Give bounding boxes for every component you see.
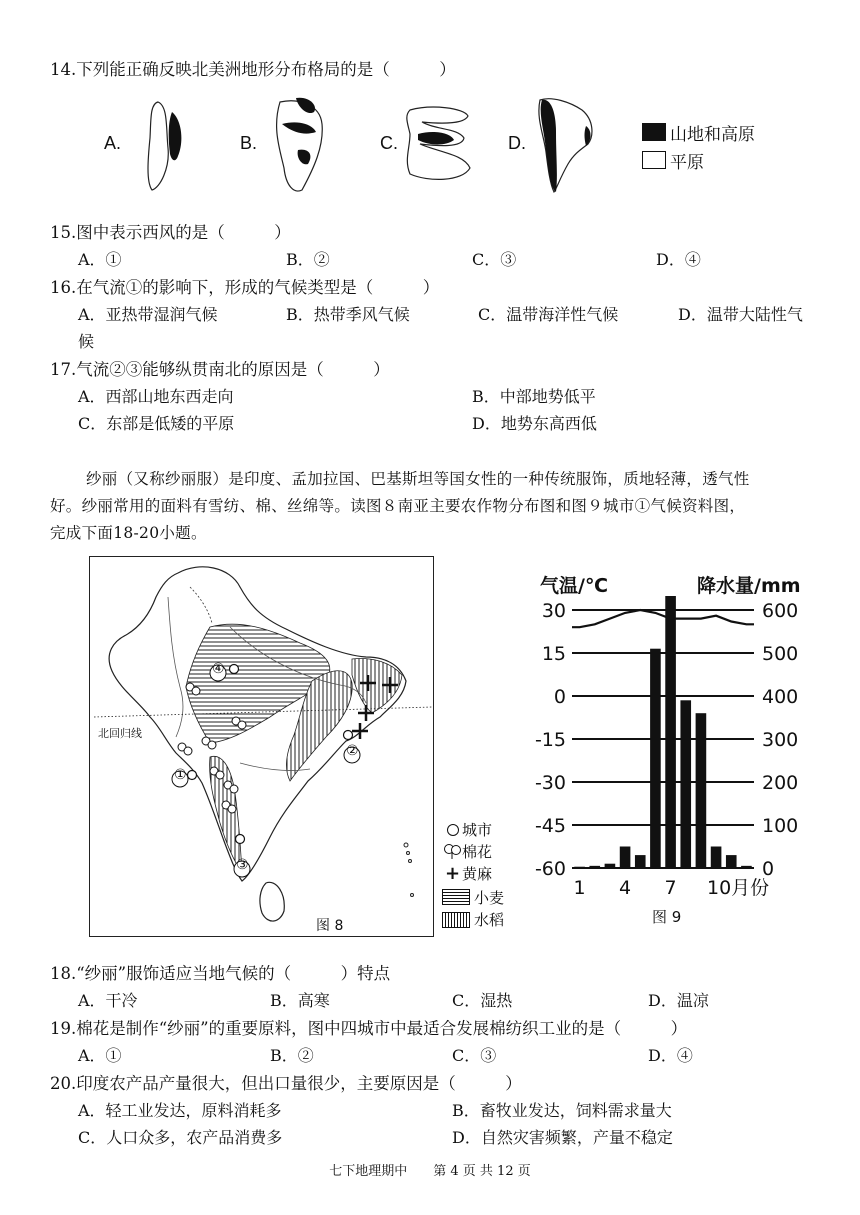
- q16-stem: 16.在气流①的影响下，形成的气候类型是（ ）: [50, 278, 440, 297]
- map-city-label-2: ②: [346, 743, 359, 759]
- legend-wheat-label: 小麦: [474, 889, 505, 907]
- q15-option-c: C．③: [472, 250, 517, 269]
- precipitation-bar: [635, 855, 646, 868]
- temp-tick-label: -30: [534, 772, 566, 794]
- q18-option-a: A．干冷: [78, 991, 138, 1010]
- q19-option-a: A．①: [78, 1046, 122, 1065]
- legend-cotton-label: 棉花: [462, 843, 493, 861]
- precip-tick-label: 100: [762, 815, 799, 837]
- q20-option-a: A．轻工业发达，原料消耗多: [78, 1101, 282, 1120]
- passage-text: [50, 466, 820, 547]
- page-footer: 七下地理期中 第 4 页 共 12 页: [329, 1164, 531, 1179]
- legend-wheat-swatch: [442, 889, 470, 905]
- q20-option-b: B．畜牧业发达，饲料需求量大: [452, 1101, 672, 1120]
- north-america-shape-a: [138, 98, 198, 198]
- legend-mountain-label: 山地和高原: [670, 125, 755, 144]
- climate-ylabel-left: 气温/℃: [540, 575, 608, 597]
- legend-city-icon: [447, 824, 459, 836]
- precipitation-bar: [589, 866, 600, 868]
- passage-line-3: 完成下面18-20小题。: [50, 524, 207, 542]
- precip-tick-label: 0: [762, 858, 775, 880]
- q14-stem: 14.下列能正确反映北美洲地形分布格局的是（ ）: [50, 60, 456, 79]
- q15-option-d: D．④: [656, 250, 701, 269]
- precipitation-bar: [605, 864, 616, 868]
- precipitation-bar: [665, 596, 676, 868]
- q14-option-a-letter: A.: [104, 133, 122, 153]
- legend-city-label: 城市: [462, 821, 493, 839]
- precipitation-bar: [620, 847, 631, 869]
- precipitation-bar: [741, 866, 752, 868]
- month-tick-label: 7: [664, 877, 677, 899]
- precipitation-bar: [650, 649, 661, 868]
- q15-option-b: B．②: [286, 250, 330, 269]
- precip-tick-label: 300: [762, 729, 799, 751]
- map-caption: 图 8: [316, 918, 344, 934]
- q20-option-d: D．自然灾害频繁，产量不稳定: [452, 1128, 673, 1147]
- precip-tick-label: 400: [762, 686, 799, 708]
- legend-jute-label: 黄麻: [462, 865, 493, 883]
- legend-plain-label: 平原: [670, 153, 704, 172]
- q16-option-d: D．温带大陆性气: [678, 305, 803, 324]
- q16-option-a: A．亚热带湿润气候: [78, 305, 218, 324]
- q17-stem: 17.气流②③能够纵贯南北的原因是（ ）: [50, 360, 390, 379]
- south-asia-map: [89, 556, 505, 937]
- q20-stem: 20.印度农产品产量很大，但出口量很少，主要原因是（ ）: [50, 1074, 522, 1093]
- q18-option-d: D．温凉: [648, 991, 709, 1010]
- legend-plain-swatch: [642, 151, 666, 169]
- q15-option-a: A．①: [78, 250, 122, 269]
- map-tropic-label: 北回归线: [98, 727, 142, 740]
- map-city-label-4: ④: [212, 661, 225, 677]
- q17-option-c: C．东部是低矮的平原: [78, 414, 235, 433]
- legend-jute-icon: +: [445, 863, 461, 884]
- legend-cotton-icon: [442, 842, 464, 860]
- climate-ylabel-right: 降水量/mm: [697, 575, 801, 597]
- temp-tick-label: -60: [534, 858, 566, 880]
- q18-option-b: B．高寒: [270, 991, 330, 1010]
- precip-tick-label: 500: [762, 643, 799, 665]
- q18-stem: 18.“纱丽”服饰适应当地气候的（ ）特点: [50, 964, 391, 983]
- passage-line-2: 好。纱丽常用的面料有雪纺、棉、丝绵等。读图８南亚主要农作物分布图和图９城市①气候资料图，: [50, 497, 746, 515]
- q17-option-d: D．地势东高西低: [472, 414, 597, 433]
- q17-option-b: B．中部地势低平: [472, 387, 596, 406]
- q17-option-a: A．西部山地东西走向: [78, 387, 234, 406]
- precip-tick-label: 200: [762, 772, 799, 794]
- q18-option-c: C．湿热: [452, 991, 513, 1010]
- precipitation-bar: [680, 700, 691, 868]
- precipitation-bar: [726, 855, 737, 868]
- legend-rice-swatch: [442, 912, 470, 928]
- temp-tick-label: 15: [541, 643, 566, 665]
- month-tick-label: 4: [619, 877, 632, 899]
- climate-chart: [520, 596, 810, 916]
- q14-option-d-letter: D.: [508, 133, 526, 153]
- north-america-shape-d: [534, 96, 604, 196]
- q16-option-b: B．热带季风气候: [286, 305, 410, 324]
- precipitation-bar: [711, 847, 722, 869]
- climate-caption: 图 9: [652, 908, 682, 926]
- legend-mountain-swatch: [642, 123, 666, 141]
- north-america-shape-c: [402, 104, 476, 186]
- month-tick-label: 10月份: [706, 877, 770, 899]
- temp-tick-label: 30: [541, 600, 566, 622]
- north-america-shape-b: [268, 94, 332, 200]
- map-city-label-1: ①: [174, 767, 187, 783]
- temp-tick-label: 0: [553, 686, 566, 708]
- q16-option-d-wrap: 候: [78, 332, 95, 351]
- map-city-label-3: ③: [236, 857, 249, 873]
- q19-stem: 19.棉花是制作“纱丽”的重要原料，图中四城市中最适合发展棉纺织工业的是（ ）: [50, 1019, 688, 1038]
- precipitation-bar: [696, 713, 707, 868]
- q14-option-b-letter: B.: [240, 133, 258, 153]
- temp-tick-label: -15: [534, 729, 566, 751]
- south-asia-map-drawing: [90, 557, 432, 935]
- q16-option-c: C．温带海洋性气候: [478, 305, 619, 324]
- q19-option-c: C．③: [452, 1046, 497, 1065]
- q20-option-c: C．人口众多，农产品消费多: [78, 1128, 283, 1147]
- q15-stem: 15.图中表示西风的是（ ）: [50, 223, 291, 242]
- precip-tick-label: 600: [762, 600, 799, 622]
- temp-tick-label: -45: [534, 815, 566, 837]
- temperature-line: [572, 610, 754, 627]
- month-tick-label: 1: [573, 877, 586, 899]
- legend-rice-label: 水稻: [474, 911, 505, 929]
- q19-option-b: B．②: [270, 1046, 314, 1065]
- q19-option-d: D．④: [648, 1046, 693, 1065]
- precipitation-bar: [574, 867, 585, 868]
- passage-line-1: 纱丽（又称纱丽服）是印度、孟加拉国、巴基斯坦等国女性的一种传统服饰，质地轻薄，透气性: [86, 470, 750, 488]
- q14-option-c-letter: C.: [380, 133, 398, 153]
